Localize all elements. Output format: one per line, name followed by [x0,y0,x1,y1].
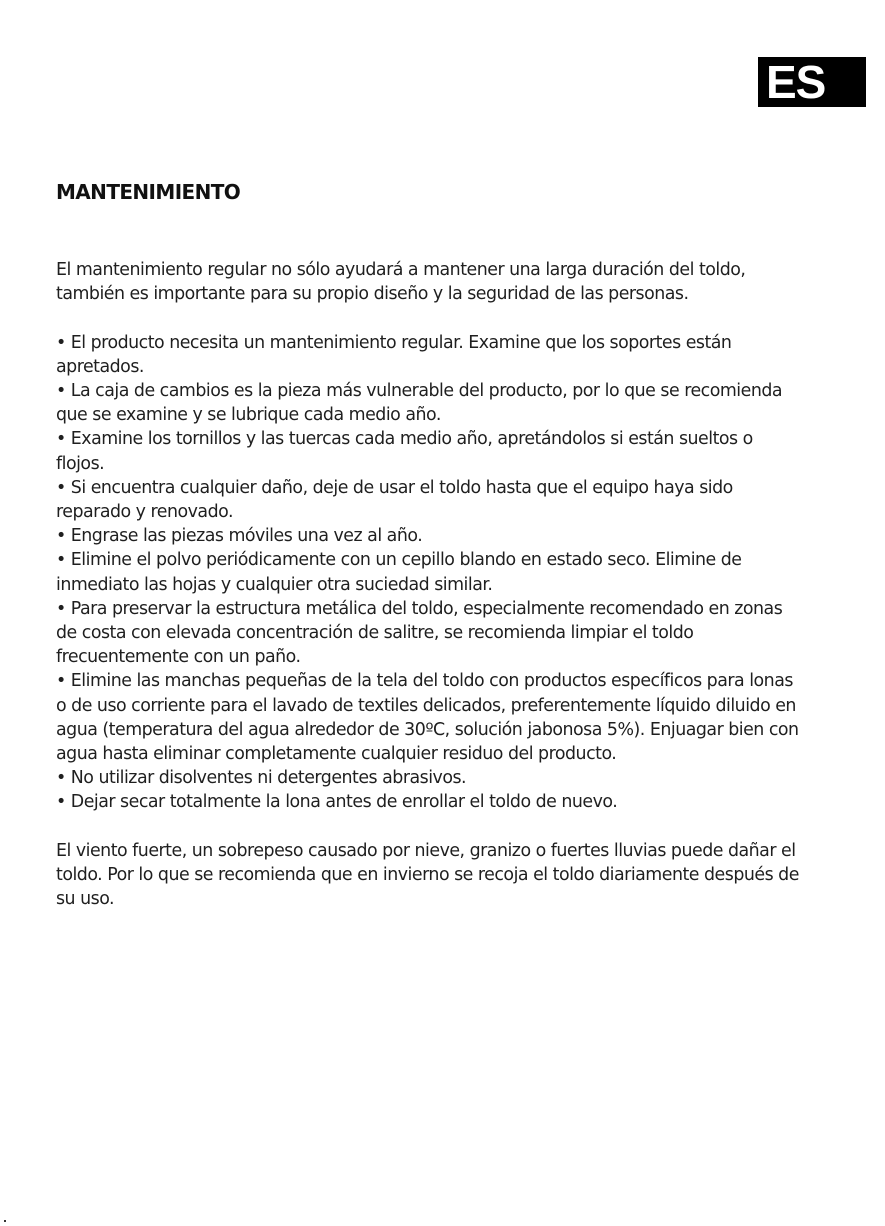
spacer [56,815,801,839]
list-item: • Elimine las manchas pequeñas de la tela del toldo con productos específicos para lonas o de uso corriente para el lavado de textiles delicados, preferentemente líquido diluido en agua (temperatura del agua alrededor de 30ºC, solución jabonosa 5%). Enjuagar bien con agua hasta eliminar completamente cualquier residuo del producto. [56,669,801,766]
section-title: MANTENIMIENTO [56,180,241,204]
list-item: • No utilizar disolventes ni detergentes abrasivos. [56,766,801,790]
list-item: • La caja de cambios es la pieza más vulnerable del producto, por lo que se recomienda que se examine y se lubrique cada medio año. [56,379,801,427]
list-item: • Engrase las piezas móviles una vez al año. [56,524,801,548]
spacer [56,306,801,330]
list-item: • Elimine el polvo periódicamente con un cepillo blando en estado seco. Elimine de inmediato las hojas y cualquier otra suciedad similar. [56,548,801,596]
page-mark [4,1220,6,1222]
maintenance-list [56,331,801,815]
list-item: • Dejar secar totalmente la lona antes de enrollar el toldo de nuevo. [56,790,801,814]
list-item: • Examine los tornillos y las tuercas cada medio año, apretándolos si están sueltos o flojos. [56,427,801,475]
list-item: • Para preservar la estructura metálica del toldo, especialmente recomendado en zonas de costa con elevada concentración de salitre, se recomienda limpiar el toldo frecuentemente con un paño. [56,597,801,670]
intro-paragraph: El mantenimiento regular no sólo ayudará a mantener una larga duración del toldo, también es importante para su propio diseño y la seguridad de las personas. [56,260,746,305]
language-tab: ES [758,57,866,107]
closing-paragraph: El viento fuerte, un sobrepeso causado por nieve, granizo o fuertes lluvias puede dañar el toldo. Por lo que se recomienda que en invierno se recoja el toldo diariamente después de su uso. [56,840,799,910]
maintenance-content [56,258,801,911]
list-item: • El producto necesita un mantenimiento regular. Examine que los soportes están apretados. [56,331,801,379]
list-item: • Si encuentra cualquier daño, deje de usar el toldo hasta que el equipo haya sido reparado y renovado. [56,476,801,524]
